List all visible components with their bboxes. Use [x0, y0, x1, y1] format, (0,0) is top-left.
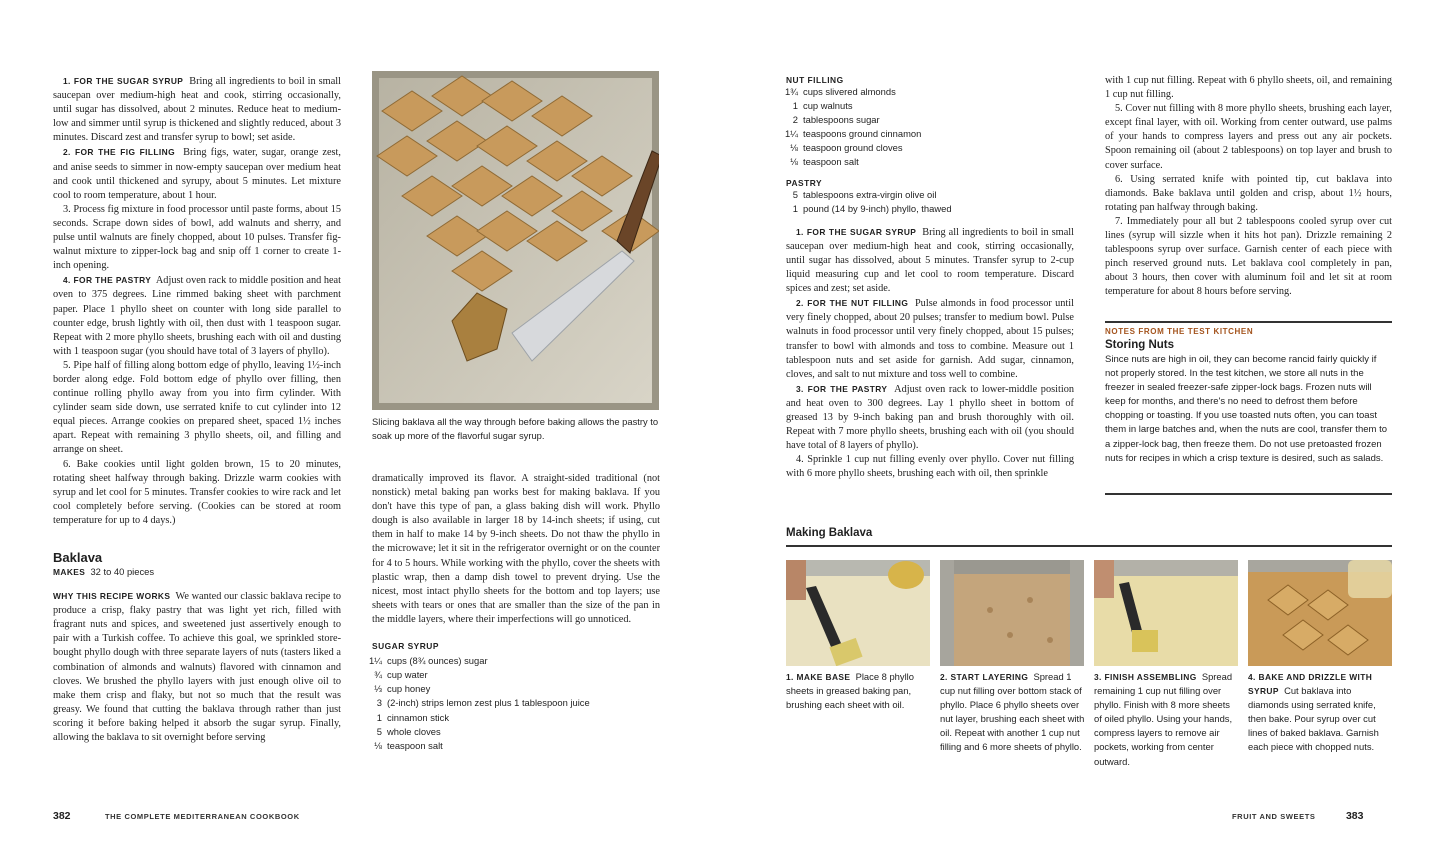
- why-this-recipe-works: WHY THIS RECIPE WORKS We wanted our classic baklava recipe to produce a crisp, flaky pastry that was light yet rich, filled with fragrant nuts and spices, and sweetened just assertively enough to pair with a Turkish coffee. To achieve this goal, we sprinkled store-bought phyllo dough with three separate layers of nuts (tasters liked a combination of almonds and walnuts) flavored with cinnamon and cloves. We brushed the phyllo layers with just enough olive oil to make them crisp and flaky, but not so much that the result was greasy. We found that cutting the baklava through rather than just scoring it before baking helped it absorb the sugar syrup. Finally, allowing the baklava to sit overnight before serving: [53, 591, 341, 744]
- page-number: 382: [53, 810, 71, 822]
- ingredient-quantity: ⅓: [374, 683, 382, 695]
- nut-filling-list: [776, 85, 1074, 170]
- ingredient-item: [360, 654, 660, 668]
- sugar-syrup-heading: SUGAR SYRUP: [372, 641, 439, 652]
- ingredient-quantity: ⅛: [790, 156, 798, 168]
- baklava-photo-illustration: [372, 71, 659, 410]
- nut-filling-heading: NUT FILLING: [786, 75, 844, 85]
- ingredient-item: [360, 739, 660, 753]
- notes-label: NOTES FROM THE TEST KITCHEN: [1105, 327, 1254, 336]
- ingredient-item: [776, 202, 1074, 216]
- ingredient-quantity: 1¼: [368, 655, 382, 667]
- ingredient-item: [776, 113, 1074, 127]
- step-3-photo: [1094, 560, 1238, 666]
- ingredient-quantity: 5: [792, 188, 798, 200]
- ingredient-item: [776, 155, 1074, 169]
- ingredient-item: [776, 141, 1074, 155]
- notes-title: Storing Nuts: [1105, 339, 1174, 351]
- pastry-heading: PASTRY: [786, 177, 823, 188]
- paragraph: 5. Cover nut filling with 8 more phyllo sheets, brushing each layer, except final layer, with oil. Working from center outward, use palms of your hands to compress layers and press out any air pockets. Spoon remaining oil (about 2 tablespoons) on top layer and brush to cover surface.: [1105, 103, 1392, 171]
- paragraph: 1. FOR THE SUGAR SYRUP Bring all ingredients to boil in small saucepan over medium-high heat and cook, stirring occasionally, until sugar has dissolved, about 5 minutes. Transfer syrup to 2-cup liquid measuring cup and let cool to room temperature. Discard spices and zest; set aside.: [786, 226, 1074, 295]
- ingredient-item: [360, 682, 660, 696]
- ingredient-item: [776, 188, 1074, 202]
- paragraph: 7. Immediately pour all but 2 tablespoons cooled syrup over cut lines (syrup will sizzle when it hits hot pan). Drizzle remaining 2 tablespoons syrup over surface. Garnish center of each piece with pinch reserved ground nuts. Let baklava cool completely in pan, about 3 hours, then cover with aluminum foil and let sit at room temperature for about 8 hours before serving.: [1105, 215, 1392, 298]
- baklava-pan-photo: [372, 71, 659, 410]
- paragraph: dramatically improved its flavor. A straight-sided traditional (not nonstick) metal baking pan works best for making baklava. If you don't have this type of pan, a glass baking dish will work. Phyllo dough is also available in larger 18 by 14-inch sheets; if using, cut them in half to make 14 by 9-inch sheets. Do not thaw the phyllo in the microwave; let it sit in the refrigerator overnight or on the counter for 4 to 5 hours. While working with the phyllo, cover the sheets with plastic wrap, then a damp dish towel to prevent drying. Use the nicest, most intact phyllo sheets for the bottom and top layers; use sheets with tears or ones that are smaller than the size of the pan in the middle layers, where their imperfections will go unnoticed.: [372, 473, 660, 625]
- ingredient-quantity: ⅛: [374, 739, 382, 751]
- page-number: 383: [1345, 810, 1364, 822]
- right-column-1: [786, 75, 1074, 481]
- ingredient-item: [360, 711, 660, 725]
- ingredient-quantity: 1: [792, 202, 798, 214]
- ingredient-quantity: 1: [792, 100, 798, 112]
- ingredient-quantity: 5: [376, 725, 382, 737]
- ingredient-text: teaspoons ground cinnamon: [803, 128, 922, 140]
- ingredient-text: cinnamon stick: [387, 711, 450, 723]
- ingredient-quantity: 1¾: [784, 86, 798, 97]
- notes-text: Since nuts are high in oil, they can become rancid fairly quickly if not properly stored. In the test kitchen, we store all nuts in the freezer in sealed freezer-safe zipper-lock bags. Frozen nuts will keep for months, and there's no need to defrost them before chopping or toasting. If you use toasted nuts often, you can toast them in large batches and, when the nuts are cool, transfer them to a zipper-lock bag, then freeze them. Do not use pretoasted frozen nuts for recipes in which a crisp texture is desired, such as salads.: [1105, 354, 1387, 464]
- right-column-2: [1105, 74, 1392, 300]
- photo-caption: Slicing baklava all the way through before baking allows the pastry to soak up more of the flavorful sugar syrup.: [372, 416, 659, 442]
- ingredient-item: [776, 99, 1074, 113]
- step-1-caption: 1. MAKE BASE Place 8 phyllo sheets in greased baking pan, brushing each sheet with oil.: [786, 671, 914, 711]
- paragraph: 6. Using serrated knife with pointed tip, cut baklava into diamonds. Bake baklava until golden and crisp, about 1½ hours, rotating pan halfway through baking.: [1105, 173, 1392, 213]
- ingredient-text: teaspoon salt: [803, 156, 859, 168]
- paragraph: 2. FOR THE FIG FILLING Bring figs, water, sugar, orange zest, and anise seeds to simmer in now-empty saucepan over medium heat and cook until thickened and syrupy, about 5 minutes. Let mixture cool to room temperature, about 1 hour.: [53, 147, 341, 201]
- baked-baklava-syrup-illustration: [1248, 560, 1392, 666]
- step-3-caption: 3. FINISH ASSEMBLING Spread remaining 1 cup nut filling over phyllo. Finish with 8 more sheets of oiled phyllo. Using your hands, compress layers to remove air pockets, working from center outward.: [1094, 671, 1233, 767]
- paragraph: 4. FOR THE PASTRY Adjust oven rack to middle position and heat oven to 375 degrees. Line rimmed baking sheet with parchment paper. Place 1 phyllo sheet on counter with long side parallel to counter edge, brush lightly with oil, then dust with 1 teaspoon sugar. Repeat with 2 more phyllo sheets, brushing each with oil and dusting with 1 teaspoon sugar (you should have total of 3 layers of phyllo).: [53, 275, 341, 357]
- paragraph: 4. Sprinkle 1 cup nut filling evenly over phyllo. Cover nut filling with 6 more phyllo sheets, brushing each with oil, then sprinkle: [786, 454, 1074, 480]
- left-column-2: [368, 472, 660, 753]
- ingredient-item: [776, 127, 1074, 141]
- ingredient-text: cup water: [387, 669, 428, 681]
- sugar-syrup-list: [360, 654, 660, 753]
- left-column-1: [53, 74, 341, 745]
- ingredient-text: teaspoon salt: [387, 739, 443, 751]
- ingredient-text: (2-inch) strips lemon zest plus 1 tablespoon juice: [387, 697, 590, 709]
- ingredient-text: whole cloves: [387, 725, 441, 737]
- recipe-title: Baklava: [53, 550, 103, 565]
- ingredient-text: tablespoons extra-virgin olive oil: [803, 188, 937, 200]
- ingredient-text: cup honey: [387, 683, 431, 695]
- notes-box: [1105, 327, 1392, 466]
- step-2-caption: 2. START LAYERING Spread 1 cup nut filling over bottom stack of phyllo. Place 6 phyllo sheets over nut layer, brushing each sheet with oil. Repeat with another 1 cup nut filling and 6 more sheets of phyllo.: [940, 671, 1085, 753]
- paragraph: 5. Pipe half of filling along bottom edge of phyllo, leaving 1½-inch border along edge. Fold bottom edge of phyllo over filling, then continue rolling phyllo away from you into firm cylinder. With cylinder seam side down, use serrated knife to cut cylinder into 12 equal pieces. Arrange cookies on prepared sheet, spaced 1½ inches apart. Repeat with remaining 3 phyllo sheets, oil, and filling and arrange on sheet.: [53, 359, 341, 456]
- ingredient-text: cups slivered almonds: [803, 86, 896, 97]
- ingredient-item: [360, 668, 660, 682]
- paragraph: 3. FOR THE PASTRY Adjust oven rack to lower-middle position and heat oven to 300 degrees. Lay 1 phyllo sheet in bottom of greased 13 by 9-inch baking pan and brush thoroughly with oil. Repeat with 7 more phyllo sheets, brushing each with oil (you should have total of 8 layers of phyllo).: [786, 383, 1074, 452]
- left-footer: [53, 806, 300, 824]
- step-1-photo: [786, 560, 930, 666]
- making-baklava-title: Making Baklava: [786, 527, 873, 539]
- paragraph: 3. Process fig mixture in food processor until paste forms, about 15 seconds. Scrape down sides of bowl, add walnuts and sherry, and pulse until walnuts are finely chopped, about 10 pulses. Transfer fig-walnut mixture to zipper-lock bag and snip off 1 corner to create 1-inch opening.: [53, 203, 341, 272]
- ingredient-quantity: ⅛: [790, 142, 798, 154]
- ingredient-quantity: 1: [376, 711, 382, 723]
- ingredient-text: teaspoon ground cloves: [803, 142, 903, 154]
- ingredient-quantity: ¾: [374, 669, 382, 681]
- ingredient-text: tablespoons sugar: [803, 114, 880, 126]
- pastry-list: [776, 188, 1074, 216]
- paragraph: 2. FOR THE NUT FILLING Pulse almonds in food processor until very finely chopped, about 20 pulses; transfer to medium bowl. Pulse walnuts in food processor until very finely chopped, about 15 pulses; transfer to bowl with almonds and toss to combine. Measure out 1 tablespoon nuts and set aside for garnish. Add sugar, cinnamon, cloves, and salt to nut mixture and toss well to combine.: [786, 298, 1074, 380]
- step-2-photo: [940, 560, 1084, 666]
- step-4-caption: 4. BAKE AND DRIZZLE WITH SYRUP Cut baklava into diamonds using serrated knife, then bake. Pour syrup over cut lines of baked baklava. Garnish each piece with chopped nuts.: [1248, 672, 1379, 753]
- notes-bottom-rule: [1105, 493, 1392, 495]
- ingredient-text: pound (14 by 9-inch) phyllo, thawed: [803, 202, 952, 214]
- right-footer: [1232, 806, 1363, 824]
- recipe-yield: MAKES 32 to 40 pieces: [53, 566, 155, 577]
- ingredient-item: [360, 725, 660, 739]
- nut-layer-illustration: [940, 560, 1084, 666]
- paragraph: with 1 cup nut filling. Repeat with 6 phyllo sheets, oil, and remaining 1 cup nut filling.: [1105, 75, 1392, 101]
- step-4-photo: [1248, 560, 1392, 666]
- notes-top-rule: [1105, 321, 1392, 323]
- ingredient-item: [776, 85, 1074, 99]
- finish-assembling-illustration: [1094, 560, 1238, 666]
- paragraph: 1. FOR THE SUGAR SYRUP Bring all ingredients to boil in small saucepan over medium-high heat and cook, stirring occasionally, until sugar has dissolved, about 2 minutes. Reduce heat to medium-low and simmer until syrup is thickened and slightly reduced, about 3 minutes. Discard zest and transfer syrup to bowl; set aside.: [53, 76, 341, 144]
- ingredient-quantity: 1¼: [784, 128, 798, 140]
- ingredient-text: cups (8¾ ounces) sugar: [387, 655, 488, 667]
- ingredient-text: cup walnuts: [803, 100, 853, 112]
- book-title: THE COMPLETE MEDITERRANEAN COOKBOOK: [104, 812, 300, 821]
- section-title: FRUIT AND SWEETS: [1232, 812, 1316, 821]
- making-rule: [786, 545, 1392, 547]
- ingredient-quantity: 2: [792, 114, 798, 126]
- ingredient-quantity: 3: [376, 697, 382, 709]
- ingredient-item: [360, 696, 660, 710]
- paragraph: 6. Bake cookies until light golden brown, 15 to 20 minutes, rotating sheet halfway through baking. Drizzle warm cookies with syrup and let cool for 5 minutes. Transfer cookies to wire rack and let cool completely before serving. (Cookies can be stored at room temperature for up to 4 days.): [53, 458, 341, 526]
- brush-on-phyllo-illustration: [786, 560, 930, 666]
